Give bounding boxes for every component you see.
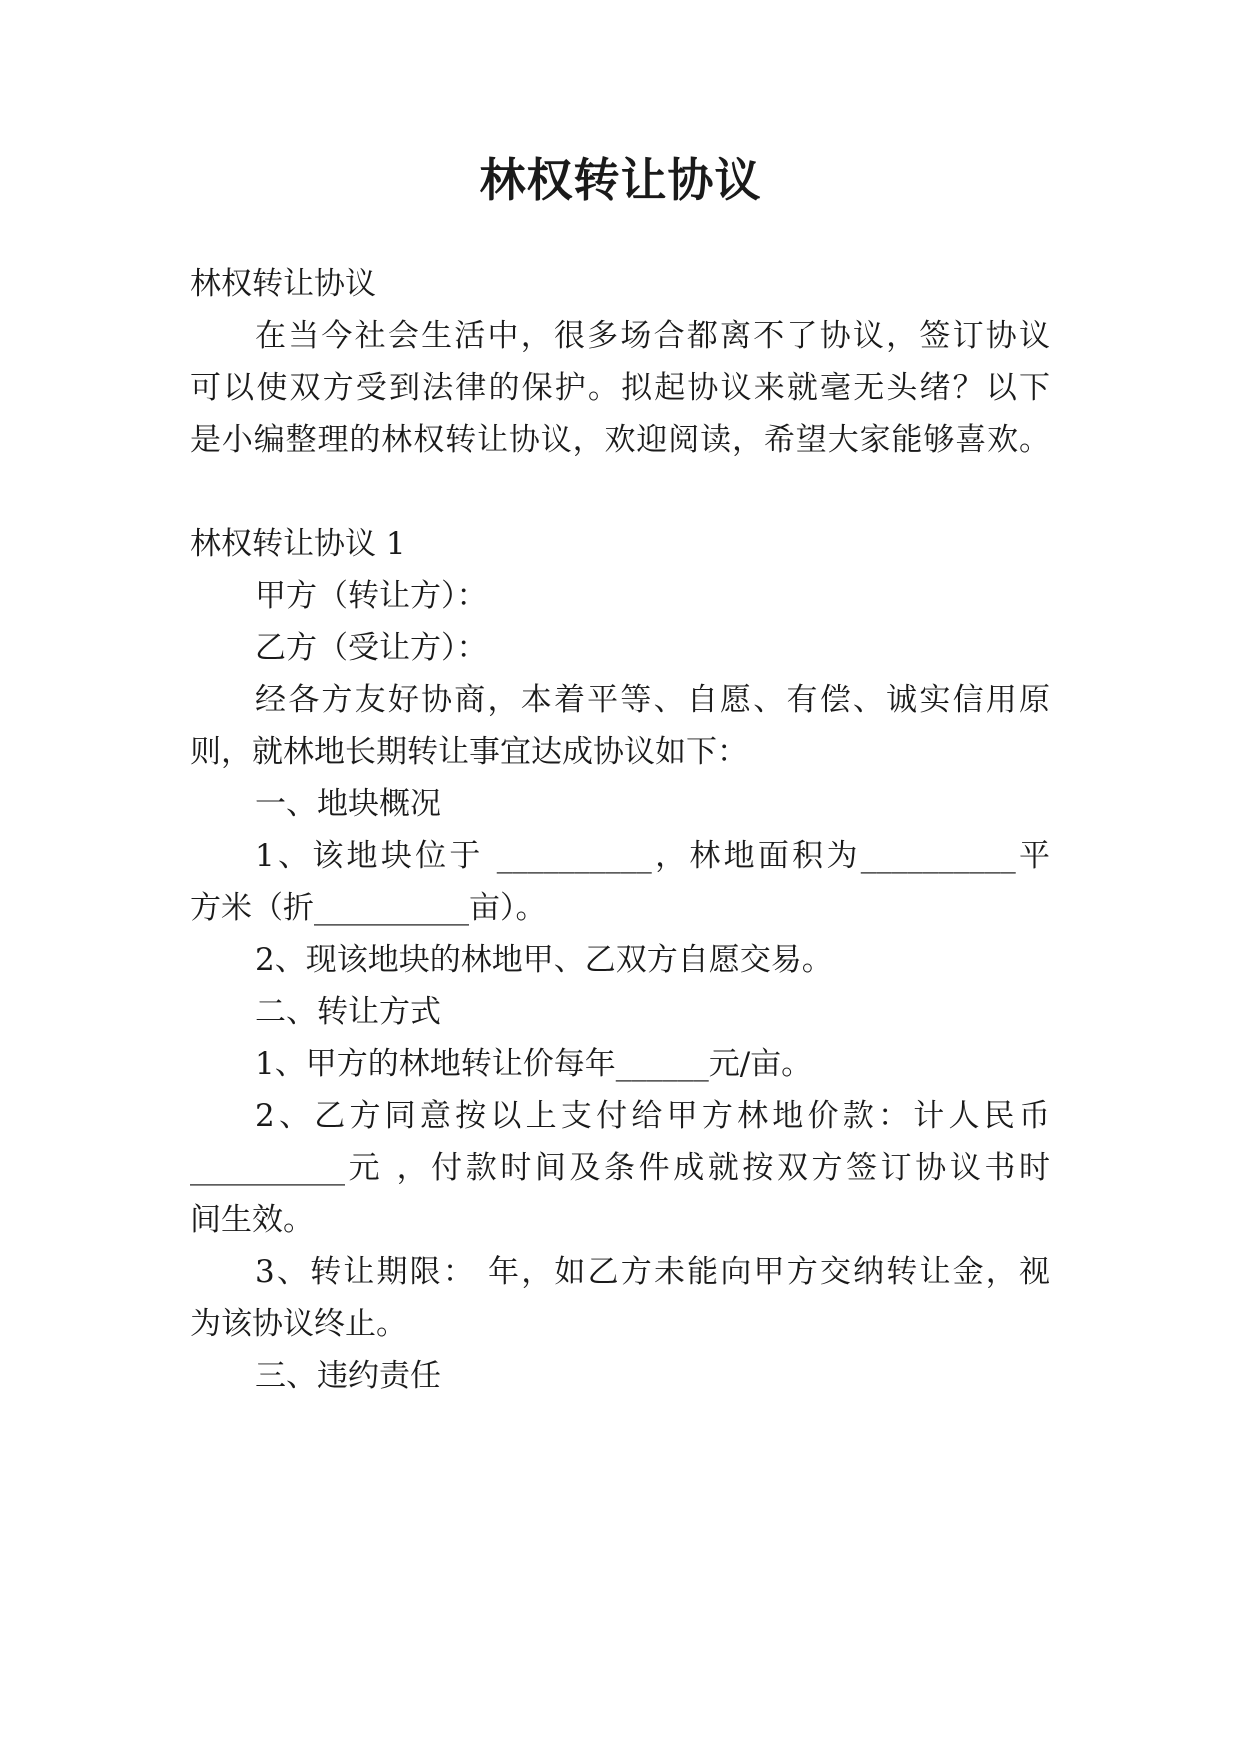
clause-line: 1、甲方的林地转让价每年______元/亩。 [255, 1046, 813, 1082]
clause-line: 2、现该地块的林地甲、乙双方自愿交易。 [255, 942, 833, 978]
clause-line: __________元 ，付款时间及条件成就按双方签订协议书时 [190, 1150, 1050, 1186]
party-b-line: 乙方（受让方）： [255, 630, 488, 666]
paragraph-line: 经各方友好协商，本着平等、自愿、有偿、诚实信用原 [255, 682, 1050, 718]
intro-heading: 林权转让协议 [190, 266, 376, 302]
document-title: 林权转让协议 [479, 153, 762, 207]
clause-line: 2、乙方同意按以上支付给甲方林地价款：计人民币 [255, 1098, 1050, 1134]
clause-heading: 一、地块概况 [255, 786, 441, 822]
clause-heading: 二、转让方式 [255, 994, 441, 1030]
clause-line: 间生效。 [190, 1202, 314, 1238]
clause-heading: 三、违约责任 [255, 1358, 441, 1394]
party-a-line: 甲方（转让方）： [255, 578, 488, 614]
paragraph-line: 则，就林地长期转让事宜达成协议如下： [190, 734, 748, 770]
paragraph-line: 是小编整理的林权转让协议，欢迎阅读，希望大家能够喜欢。 [190, 422, 1050, 458]
paragraph-line: 可以使双方受到法律的保护。拟起协议来就毫无头绪？以下 [190, 370, 1050, 406]
clause-line: 方米（折__________亩）。 [190, 890, 547, 926]
section-heading: 林权转让协议 1 [190, 526, 406, 562]
clause-line: 1、该地块位于 __________，林地面积为__________平 [255, 838, 1050, 874]
clause-line: 为该协议终止。 [190, 1306, 407, 1342]
clause-line: 3、转让期限： 年，如乙方未能向甲方交纳转让金，视 [255, 1254, 1050, 1290]
paragraph-line: 在当今社会生活中，很多场合都离不了协议，签订协议 [255, 318, 1050, 354]
